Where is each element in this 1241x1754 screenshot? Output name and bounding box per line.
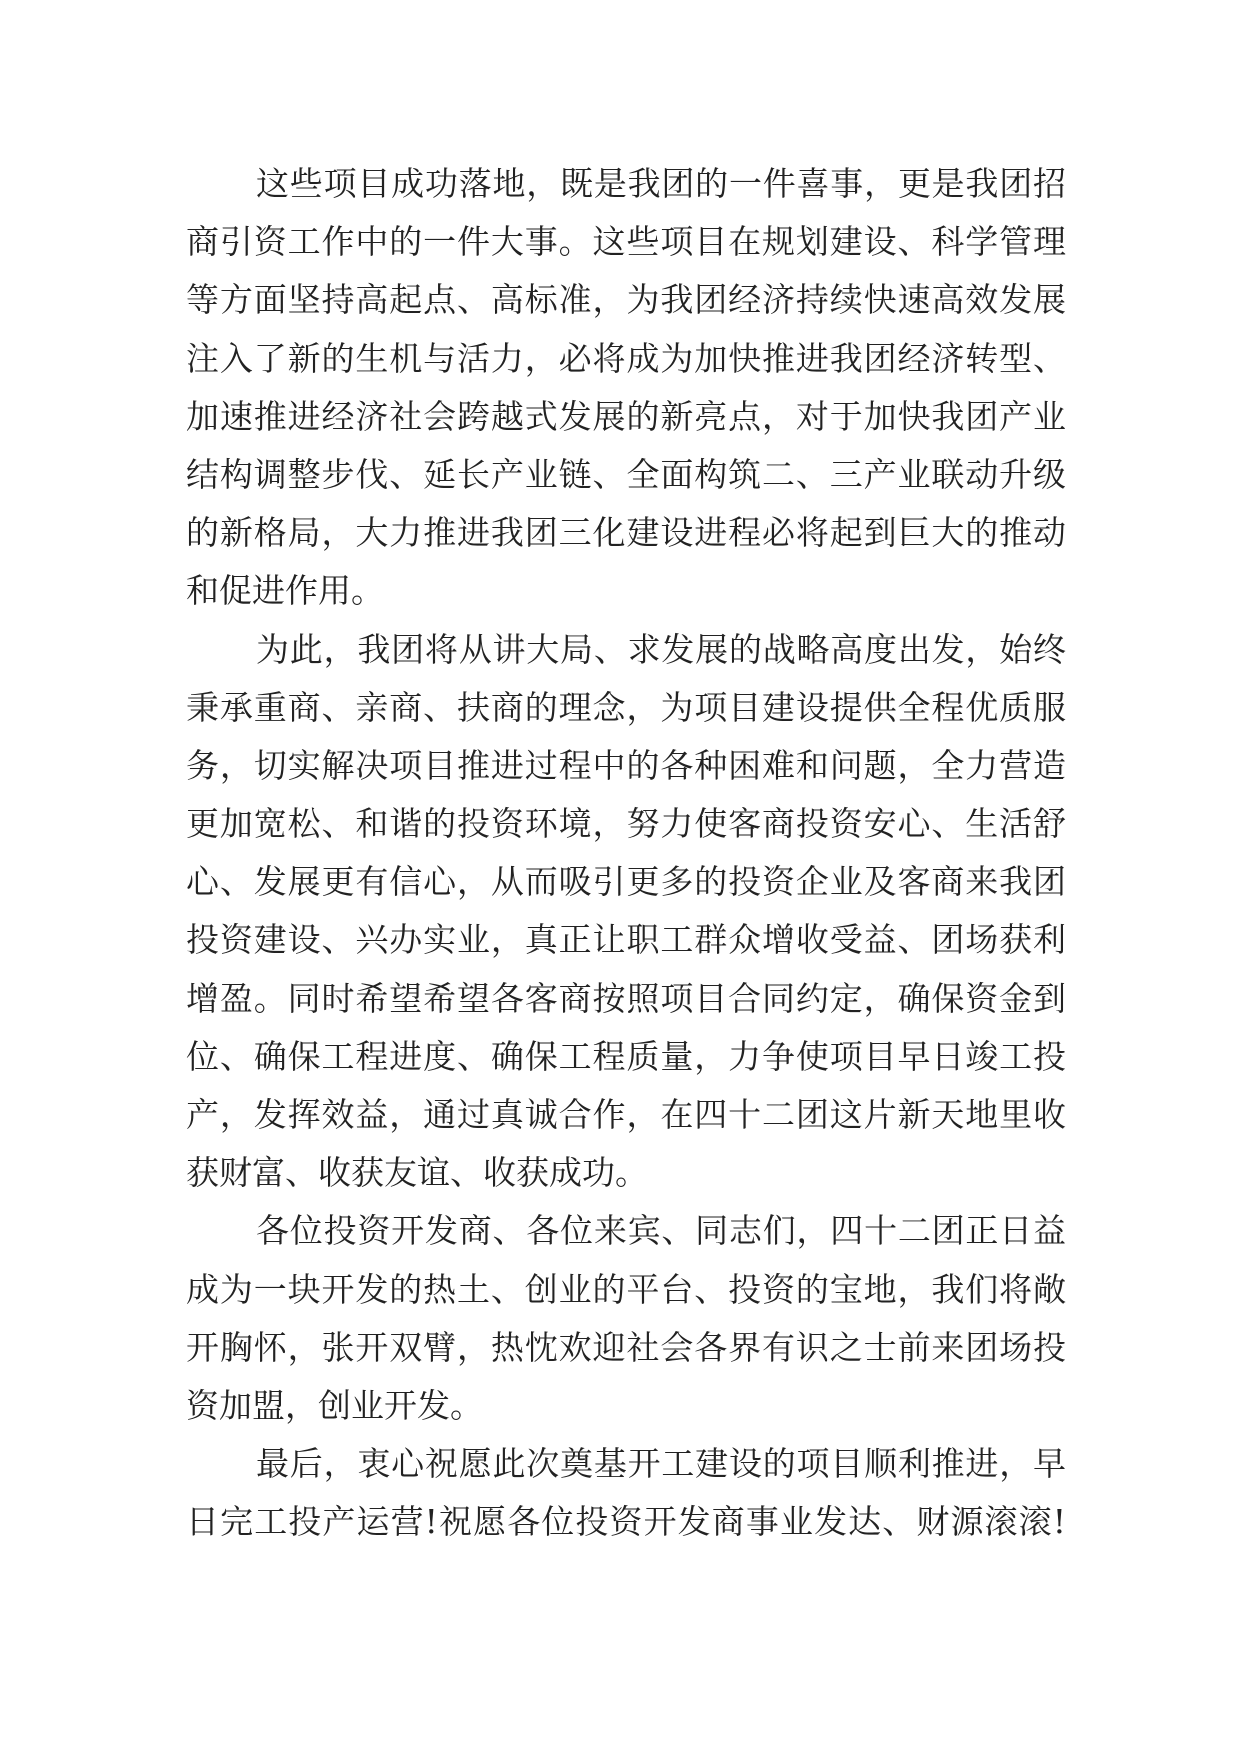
text-line: 心、发展更有信心，从而吸引更多的投资企业及客商来我团	[186, 862, 1066, 902]
text-line: 增盈。同时希望希望各客商按照项目合同约定，确保资金到	[186, 978, 1066, 1018]
text-line: 这些项目成功落地，既是我团的一件喜事，更是我团招	[256, 164, 1066, 203]
text-line: 开胸怀，张开双臂，热忱欢迎社会各界有识之士前来团场投	[186, 1327, 1066, 1367]
text-line: 资加盟，创业开发。	[186, 1385, 483, 1425]
text-line: 注入了新的生机与活力，必将成为加快推进我团经济转型、	[186, 338, 1066, 378]
paragraph-1	[186, 155, 1066, 621]
paragraph-4	[186, 1435, 1066, 1551]
text-line: 的新格局，大力推进我团三化建设进程必将起到巨大的推动	[186, 513, 1066, 553]
paragraph-3	[186, 1202, 1066, 1435]
text-line: 成为一块开发的热土、创业的平台、投资的宝地，我们将敞	[186, 1269, 1066, 1309]
text-line: 务，切实解决项目推进过程中的各种困难和问题，全力营造	[186, 745, 1066, 785]
text-line: 产，发挥效益，通过真诚合作，在四十二团这片新天地里收	[186, 1095, 1066, 1134]
text-line: 结构调整步伐、延长产业链、全面构筑二、三产业联动升级	[186, 454, 1066, 494]
text-line: 日完工投产运营!祝愿各位投资开发商事业发达、财源滚滚!	[186, 1502, 1066, 1542]
document-body	[186, 155, 1066, 1552]
text-line: 为此，我团将从讲大局、求发展的战略高度出发，始终	[256, 629, 1066, 669]
text-line: 等方面坚持高起点、高标准，为我团经济持续快速高效发展	[186, 280, 1066, 320]
text-line: 投资建设、兴办实业，真正让职工群众增收受益、团场获利	[186, 920, 1066, 960]
text-line: 和促进作用。	[186, 571, 384, 611]
text-line: 各位投资开发商、各位来宾、同志们，四十二团正日益	[256, 1211, 1066, 1251]
text-line: 商引资工作中的一件大事。这些项目在规划建设、科学管理	[186, 222, 1066, 262]
text-line: 最后，衷心祝愿此次奠基开工建设的项目顺利推进，早	[256, 1444, 1066, 1484]
paragraph-2	[186, 621, 1066, 1203]
text-line: 位、确保工程进度、确保工程质量，力争使项目早日竣工投	[186, 1036, 1066, 1076]
text-line: 更加宽松、和谐的投资环境，努力使客商投资安心、生活舒	[186, 804, 1066, 844]
text-line: 秉承重商、亲商、扶商的理念，为项目建设提供全程优质服	[186, 687, 1066, 727]
text-line: 获财富、收获友谊、收获成功。	[186, 1153, 648, 1193]
text-line: 加速推进经济社会跨越式发展的新亮点，对于加快我团产业	[186, 396, 1066, 436]
